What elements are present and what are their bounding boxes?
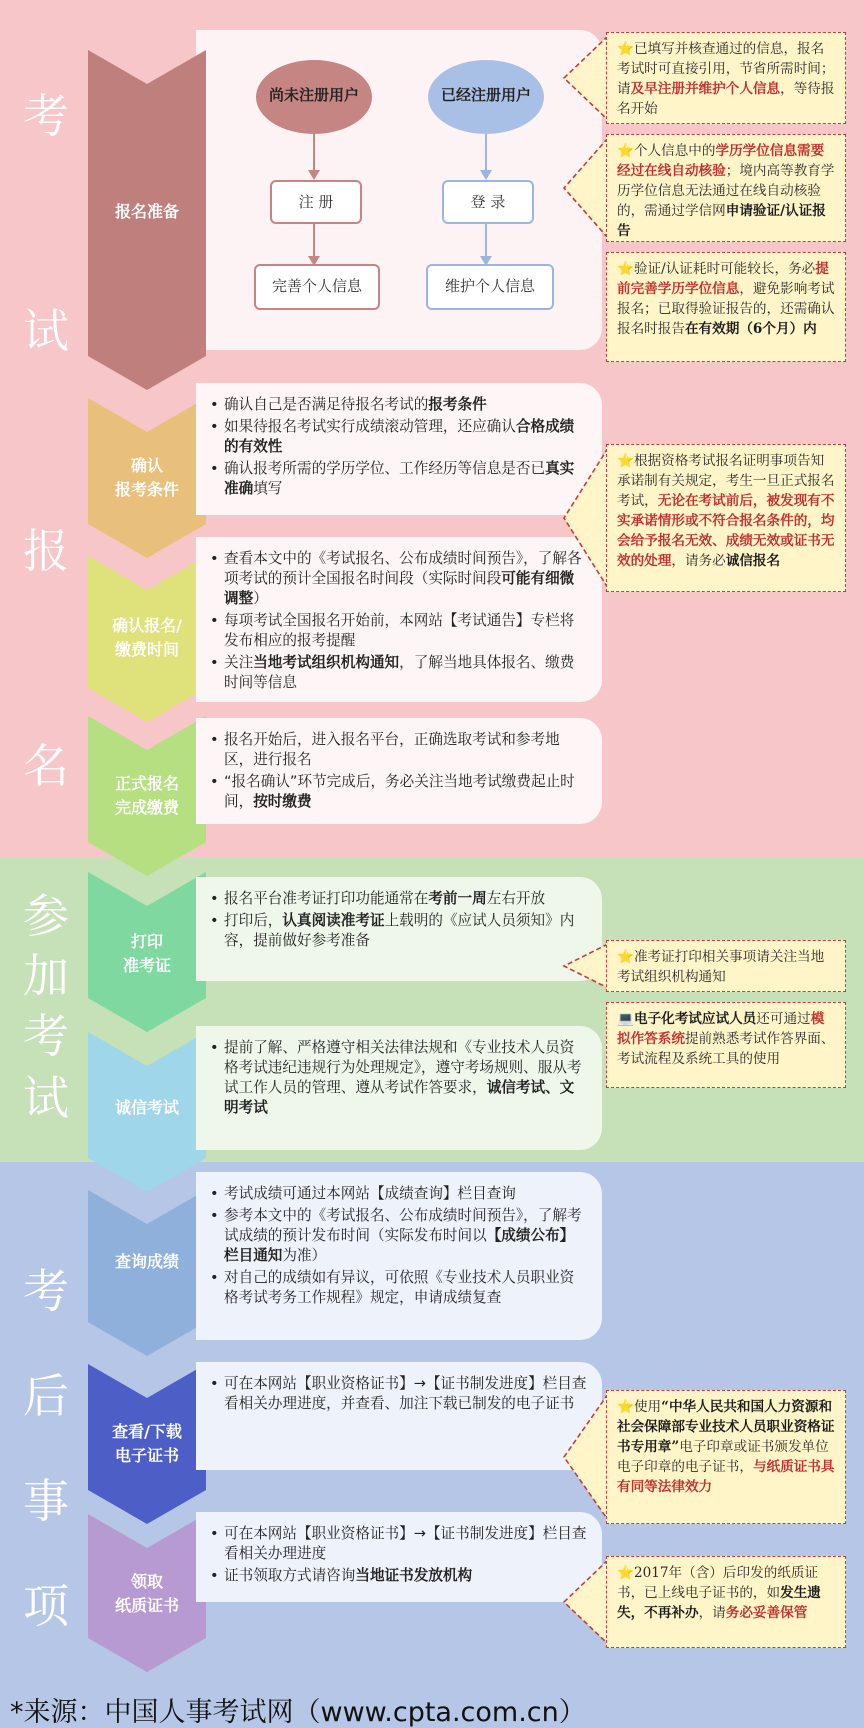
step-label: 领取 纸质证书 [114,1572,179,1615]
step-chevron [88,1364,206,1524]
section-char: 考 [23,1009,69,1063]
note-pointer [562,444,608,592]
step-card-admission [196,877,602,981]
step-chevron [88,716,206,876]
section-char: 加 [23,949,69,1003]
note-pointer [562,134,608,242]
tip-note: ⭐已填写并核查通过的信息，报名考试时可直接引用，节省所需时间；请及早注册并维护个人信息，等待报名开始 [606,32,846,124]
flow-complete-info: 完善个人信息 [254,264,380,310]
step-card-prepare [196,30,602,350]
section-char: 项 [23,1579,69,1633]
step-chevron [88,1190,206,1356]
bullet-item: • 打印后，认真阅读准考证上载明的《应试人员须知》内容，提前做好参考准备 [210,911,588,951]
star-icon: ⭐ [617,1565,634,1581]
step-label: 正式报名 完成缴费 [114,774,179,817]
step-label: 查看/下载 电子证书 [112,1422,182,1465]
step-card-scores [196,1172,602,1340]
star-icon: ⭐ [617,949,634,965]
star-icon: ⭐ [617,143,634,159]
step-chevron [88,50,206,390]
flow-maintain-info: 维护个人信息 [426,264,554,310]
star-icon: ⭐ [617,261,634,277]
flow-unregistered-user: 尚未注册用户 [256,60,372,134]
step-card-integrity [196,1026,602,1150]
tip-note: ⭐2017年（含）后印发的纸质证书，已上线电子证书的，如发生遗失，不再补办，请务必妥善保管 [606,1556,846,1648]
note-pointer [562,32,608,124]
star-icon: ⭐ [617,453,634,469]
step-label: 确认 报考条件 [114,456,179,499]
tip-note: ⭐个人信息中的学历学位信息需要经过在线自动核验；境内高等教育学历学位信息无法通过在线自动核验的，需通过学信网申请验证/认证报告 [606,134,846,242]
step-card-schedule [196,537,602,702]
step-card-conditions [196,383,602,515]
bullet-item: • 提前了解、严格遵守相关法律法规和《专业技术人员资格考试违纪违规行为处理规定》，遵守考场规则、服从考试工作人员的管理、遵从考试作答要求，诚信考试、文明考试 [210,1038,588,1118]
section-char: 试 [23,1071,69,1125]
step-chevron [88,872,206,1032]
section-char: 事 [23,1474,69,1528]
note-pointer [562,940,608,992]
bullet-item: • 可在本网站【职业资格证书】→【证书制发进度】栏目查看相关办理进度 [210,1524,588,1564]
tip-note: ⭐验证/认证耗时可能较长，务必提前完善学历学位信息，避免影响考试报名；已取得验证报告的，还需确认报名时报告在有效期（6个月）内 [606,252,846,362]
section-char: 试 [23,304,69,358]
flow-login: 登 录 [442,180,534,224]
bullet-item: • 报名平台准考证打印功能通常在考前一周左右开放 [210,889,588,909]
section-char: 名 [23,739,69,793]
step-card-paper-certificate [196,1512,602,1602]
section-char: 后 [23,1369,69,1423]
computer-icon: 💻 [617,1011,634,1027]
step-card-register [196,718,602,824]
bullet-item: • 考试成绩可通过本网站【成绩查询】栏目查询 [210,1184,588,1204]
note-pointer [562,1556,608,1648]
source-credit: *来源：中国人事考试网（www.cpta.com.cn） [10,1697,586,1728]
step-label: 打印 准考证 [122,932,171,975]
bullet-item: • 每项考试全国报名开始前，本网站【考试通告】专栏将发布相应的报考提醒 [210,611,588,651]
star-icon: ⭐ [617,41,634,57]
bullet-item: • 报名开始后，进入报名平台，正确选取考试和参考地区，进行报名 [210,730,588,770]
bullet-item: • 关注当地考试组织机构通知，了解当地具体报名、缴费时间等信息 [210,653,588,693]
note-pointer [562,1390,608,1524]
bullet-item: • 确认报考所需的学历学位、工作经历等信息是否已真实准确填写 [210,459,588,499]
tip-note: ⭐根据资格考试报名证明事项告知承诺制有关规定，考生一旦正式报名考试，无论在考试前后，被发现有不实承诺情形或不符合报名条件的，均会给予报名无效、成绩无效或证书无效的处理，请务必诚信报名 [606,444,846,592]
bullet-item: • 参考本文中的《考试报名、公布成绩时间预告》，了解考试成绩的预计发布时间（实际发布时间以【成绩公布】栏目通知为准） [210,1206,588,1266]
step-chevron [88,1514,206,1672]
tip-note: ⭐准考证打印相关事项请关注当地考试组织机构通知 [606,940,846,992]
bullet-item: • 查看本文中的《考试报名、公布成绩时间预告》，了解各项考试的预计全国报名时间段（实际时间段可能有细微调整） [210,549,588,609]
step-label: 报名准备 [114,202,179,221]
section-char: 考 [23,89,69,143]
tip-note: ⭐使用“中华人民共和国人力资源和社会保障部专业技术人员职业资格证书专用章”电子印章或证书颁发单位电子印章的电子证书，与纸质证书具有同等法律效力 [606,1390,846,1524]
star-icon: ⭐ [617,1399,634,1415]
step-label: 查询成绩 [114,1252,179,1271]
step-chevron [88,1032,206,1192]
step-card-e-certificate [196,1362,602,1470]
bullet-item: • 如果待报名考试实行成绩滚动管理，还应确认合格成绩的有效性 [210,417,588,457]
step-chevron [88,556,206,722]
bullet-item: • 证书领取方式请咨询当地证书发放机构 [210,1566,588,1586]
bullet-item: • 确认自己是否满足待报名考试的报考条件 [210,395,588,415]
step-label: 诚信考试 [114,1098,179,1117]
flow-registered-user: 已经注册用户 [428,60,544,134]
bullet-item: • “报名确认”环节完成后，务必关注当地考试缴费起止时间，按时缴费 [210,772,588,812]
section-char: 报 [23,524,69,578]
step-label: 确认报名/ 缴费时间 [112,616,182,659]
tip-note: 💻电子化考试应试人员还可通过模拟作答系统提前熟悉考试作答界面、考试流程及系统工具的使用 [606,1002,846,1088]
section-char: 参 [23,889,69,943]
flow-register: 注 册 [270,180,362,224]
bullet-item: • 可在本网站【职业资格证书】→【证书制发进度】栏目查看相关办理进度，并查看、加注下载已制发的电子证书 [210,1374,588,1414]
step-chevron [88,398,206,558]
bullet-item: • 对自己的成绩如有异议，可依照《专业技术人员职业资格考试考务工作规程》规定，申请成绩复查 [210,1268,588,1308]
section-char: 考 [23,1264,69,1318]
